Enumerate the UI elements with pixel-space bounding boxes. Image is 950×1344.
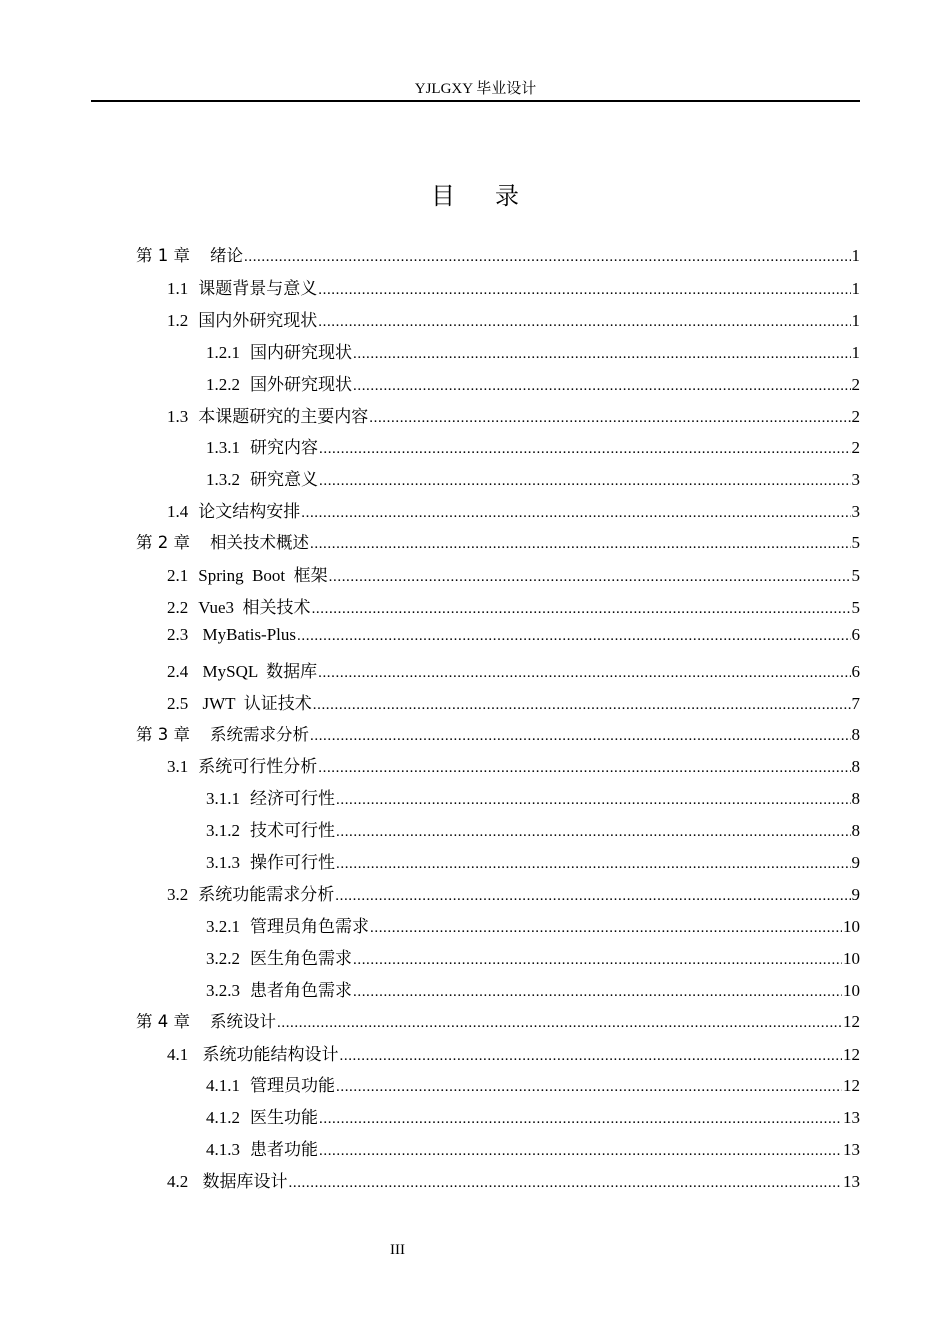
- toc-leader-dots: [336, 824, 851, 841]
- toc-entry-page: 13: [843, 1140, 860, 1160]
- toc-entry-page: 1: [851, 278, 860, 298]
- toc-entry-label: 系统功能结构设计: [198, 1044, 339, 1064]
- toc-entry-label: 课题背景与意义: [198, 278, 318, 298]
- toc-entry-page: 9: [851, 885, 860, 904]
- toc-entry-label: 研究内容: [250, 438, 318, 458]
- toc-leader-dots: [340, 1048, 843, 1065]
- toc-entry[interactable]: [206, 976, 860, 1006]
- toc-entry-page: 2: [851, 438, 860, 458]
- toc-leader-dots: [289, 1175, 843, 1192]
- toc-entry-number: 3.1.1: [206, 789, 240, 809]
- toc-entry-number: 1.1: [167, 278, 189, 298]
- toc-leader-dots: [353, 952, 842, 969]
- toc-leader-dots: [277, 1015, 842, 1032]
- toc-entry-number: 2.2: [167, 597, 189, 617]
- toc-title-right: 录: [495, 182, 519, 210]
- toc-entry-page: 8: [851, 821, 860, 841]
- toc-entry[interactable]: [167, 752, 860, 782]
- toc-title: [0, 176, 950, 211]
- toc-entry[interactable]: [136, 529, 860, 559]
- toc-entry-page: 3: [851, 502, 860, 522]
- toc-entry-number: 2.3: [167, 624, 189, 644]
- toc-leader-dots: [318, 760, 850, 777]
- toc-leader-dots: [353, 984, 842, 1001]
- toc-entry-label: 国内外研究现状: [198, 310, 318, 330]
- toc-entry-label: JWT 认证技术: [198, 693, 312, 713]
- toc-entry-label: 医生功能: [250, 1108, 318, 1128]
- toc-entry-number: 1.3.2: [206, 470, 240, 490]
- toc-entry[interactable]: [206, 1103, 860, 1133]
- toc-entry-page: 1: [851, 342, 860, 362]
- toc-entry[interactable]: [167, 880, 860, 910]
- toc-entry-page: 10: [843, 980, 860, 1000]
- toc-entry-page: 12: [843, 1044, 860, 1064]
- toc-entry-page: 5: [851, 566, 860, 585]
- toc-entry-number: 3.2.2: [206, 948, 240, 968]
- toc-entry-label: 绪论: [210, 246, 243, 265]
- toc-leader-dots: [313, 697, 851, 714]
- toc-leader-dots: [336, 856, 851, 873]
- toc-entry-label: 论文结构安排: [198, 502, 301, 522]
- toc-entry-label: 系统需求分析: [210, 724, 309, 744]
- toc-entry[interactable]: [167, 497, 860, 527]
- toc-entry-number: 第 4 章: [136, 1011, 190, 1031]
- toc-leader-dots: [310, 536, 851, 553]
- toc-entry-page: 2: [851, 406, 860, 426]
- toc-entry[interactable]: [167, 402, 860, 432]
- toc-entry[interactable]: [206, 848, 860, 878]
- toc-entry-label: 患者角色需求: [250, 980, 352, 1000]
- toc-entry-label: Spring Boot 框架: [198, 566, 328, 585]
- toc-entry[interactable]: [136, 721, 860, 751]
- toc-entry[interactable]: [206, 433, 860, 463]
- toc-entry[interactable]: [206, 1135, 860, 1165]
- toc-entry[interactable]: [206, 370, 860, 400]
- toc-entry-label: 管理员角色需求: [250, 916, 369, 936]
- toc-entry-number: 3.2: [167, 885, 189, 904]
- toc-entry-label: MySQL 数据库: [198, 661, 318, 681]
- toc-entry-number: 1.3.1: [206, 438, 240, 458]
- toc-entry-page: 12: [843, 1011, 860, 1031]
- toc-entry-number: 第 1 章: [136, 246, 190, 265]
- toc-entry-page: 1: [851, 310, 860, 330]
- toc-leader-dots: [318, 665, 850, 682]
- toc-entry-number: 4.1.2: [206, 1108, 240, 1128]
- toc-entry-number: 第 2 章: [136, 533, 190, 553]
- toc-entry-label: MyBatis-Plus: [198, 624, 297, 644]
- toc-entry[interactable]: [167, 593, 860, 623]
- toc-leader-dots: [312, 601, 851, 618]
- toc-entry-number: 2.4: [167, 661, 189, 681]
- toc-title-left: 目: [431, 182, 455, 210]
- toc-leader-dots: [335, 888, 850, 905]
- toc-entry-number: 4.2: [167, 1172, 189, 1192]
- toc-entry-label: 系统可行性分析: [198, 757, 318, 777]
- toc-entry-page: 2: [851, 374, 860, 394]
- toc-entry-number: 3.1.2: [206, 821, 240, 841]
- toc-entry[interactable]: [206, 338, 860, 368]
- toc-entry-number: 3.1: [167, 757, 189, 777]
- toc-entry-label: 系统功能需求分析: [198, 885, 335, 904]
- toc-entry[interactable]: [206, 465, 860, 495]
- toc-leader-dots: [353, 378, 851, 395]
- toc-entry[interactable]: [167, 1040, 860, 1070]
- toc-entry-page: 6: [851, 624, 860, 644]
- toc-entry-number: 4.1.3: [206, 1140, 240, 1160]
- toc-entry-label: 医生角色需求: [250, 948, 352, 968]
- toc-entry[interactable]: [167, 657, 860, 687]
- toc-entry[interactable]: [167, 306, 860, 336]
- page-number: III: [390, 1242, 405, 1258]
- toc-leader-dots: [318, 282, 850, 299]
- toc-entry[interactable]: [167, 1167, 860, 1197]
- toc-entry[interactable]: [206, 816, 860, 846]
- toc-leader-dots: [336, 792, 851, 809]
- toc-entry-page: 8: [851, 789, 860, 809]
- toc-leader-dots: [318, 314, 850, 331]
- toc-entry-label: 操作可行性: [250, 853, 335, 873]
- toc-entry-page: 1: [851, 246, 860, 265]
- toc-entry-page: 10: [843, 948, 860, 968]
- toc-leader-dots: [336, 1079, 842, 1096]
- toc-entry-label: 经济可行性: [250, 789, 335, 809]
- toc-leader-dots: [319, 1143, 842, 1160]
- toc-leader-dots: [370, 920, 842, 937]
- toc-entry-label: 国外研究现状: [250, 374, 352, 394]
- toc-entry-page: 13: [843, 1108, 860, 1128]
- toc-entry-number: 1.2: [167, 310, 189, 330]
- toc-entry-label: 本课题研究的主要内容: [198, 406, 369, 426]
- toc-entry-label: 管理员功能: [250, 1076, 335, 1096]
- toc-leader-dots: [319, 441, 851, 458]
- toc-entry-number: 1.2.1: [206, 342, 240, 362]
- toc-entry-page: 13: [843, 1172, 860, 1192]
- toc-leader-dots: [369, 410, 850, 427]
- toc-entry[interactable]: [136, 1008, 860, 1038]
- toc-entry-number: 3.2.1: [206, 916, 240, 936]
- toc-entry-page: 5: [851, 597, 860, 617]
- toc-entry-number: 4.1: [167, 1044, 189, 1064]
- toc-entry-label: Vue3 相关技术: [198, 597, 311, 617]
- toc-entry-page: 8: [851, 724, 860, 744]
- toc-leader-dots: [297, 628, 850, 645]
- toc-entry-number: 1.3: [167, 406, 189, 426]
- toc-leader-dots: [353, 346, 851, 363]
- toc-leader-dots: [310, 728, 851, 745]
- toc-entry-number: 3.2.3: [206, 980, 240, 1000]
- toc-entry-number: 4.1.1: [206, 1076, 240, 1096]
- toc-entry-number: 第 3 章: [136, 724, 190, 744]
- toc-entry-label: 系统设计: [210, 1011, 276, 1031]
- toc-entry[interactable]: [167, 274, 860, 304]
- toc-entry-label: 技术可行性: [250, 821, 335, 841]
- toc-entry-number: 1.2.2: [206, 374, 240, 394]
- toc-entry-label: 研究意义: [250, 470, 318, 490]
- page-header: YJLGXY 毕业设计: [414, 81, 537, 97]
- toc-entry[interactable]: [206, 912, 860, 942]
- toc-entry[interactable]: [206, 784, 860, 814]
- toc-entry-page: 7: [851, 693, 860, 713]
- toc-leader-dots: [319, 473, 851, 490]
- toc-leader-dots: [244, 249, 851, 266]
- toc-entry[interactable]: [206, 944, 860, 974]
- toc-entry-label: 相关技术概述: [210, 533, 309, 553]
- toc-leader-dots: [319, 1111, 842, 1128]
- toc-entry-page: 8: [851, 757, 860, 777]
- toc-entry-label: 患者功能: [250, 1140, 318, 1160]
- toc-entry-page: 3: [851, 470, 860, 490]
- toc-entry-label: 国内研究现状: [250, 342, 352, 362]
- toc-entry-page: 6: [851, 661, 860, 681]
- toc-entry[interactable]: [136, 242, 860, 272]
- toc-entry-page: 9: [851, 853, 860, 873]
- toc-leader-dots: [329, 569, 851, 586]
- toc-entry[interactable]: [167, 561, 860, 591]
- toc-entry-number: 3.1.3: [206, 853, 240, 873]
- toc-entry-number: 1.4: [167, 502, 189, 522]
- toc-entry-page: 12: [843, 1076, 860, 1096]
- toc-entry-number: 2.5: [167, 693, 189, 713]
- toc-entry[interactable]: [206, 1071, 860, 1101]
- toc-entry[interactable]: [167, 625, 860, 655]
- toc-entry-number: 2.1: [167, 566, 189, 585]
- header-rule: [91, 100, 860, 102]
- toc-entry-page: 10: [843, 916, 860, 936]
- toc-entry-label: 数据库设计: [198, 1172, 288, 1192]
- toc-entry[interactable]: [167, 689, 860, 719]
- toc-leader-dots: [301, 505, 850, 522]
- toc-entry-page: 5: [851, 533, 860, 553]
